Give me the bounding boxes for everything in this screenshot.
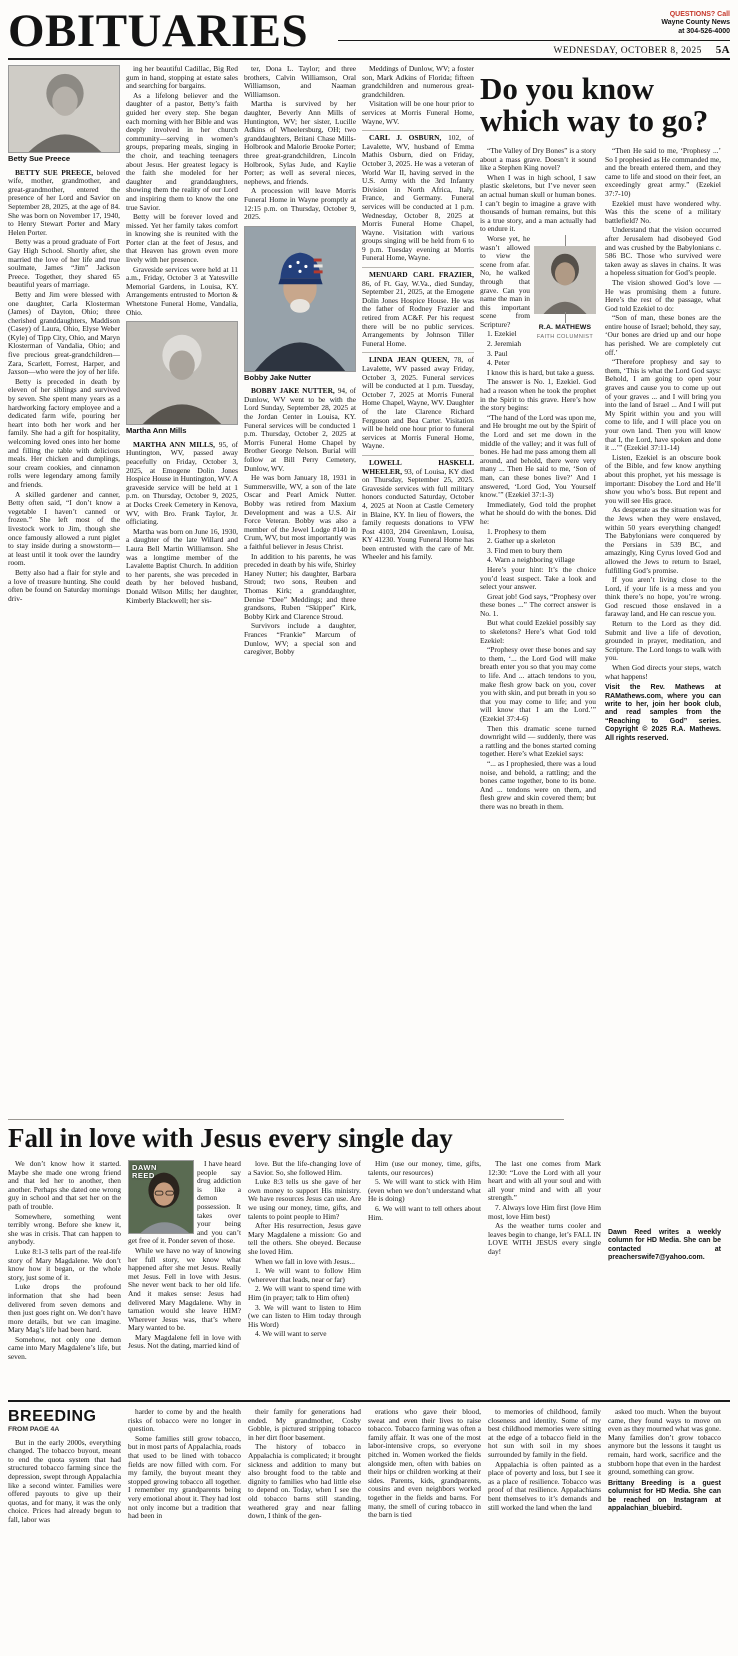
faith-column-left bbox=[480, 147, 596, 813]
breeding-section bbox=[8, 1400, 730, 1616]
paragraph: Betty also had a flair for style and a love of treasure hunting. She could often be found on Saturday mornings driv- bbox=[8, 567, 120, 603]
paragraph: Brittany Breeding is a guest columnist for HD Media. She can be reached on Instagram at appalachian_bluebird. bbox=[608, 1479, 721, 1512]
paragraph: “Prophesy over these bones and say to them, ‘... the Lord God will make breath enter you so that you may come to life. And ... attach tendons to you, make flesh grow back on you, cover you with skin, and put breath in you so that you may come to life; and you will know that I am the Lord.’” (Ezekiel 37:4-6) bbox=[480, 645, 596, 723]
page-title: OBITUARIES bbox=[8, 5, 309, 57]
portrait-photo bbox=[8, 65, 120, 153]
contact-info bbox=[338, 11, 730, 41]
obit-column-2 bbox=[126, 65, 238, 1107]
paragraph: Betty is preceded in death by eleven of her siblings and survived by seven. She spent many years as a hardworking factory employee and a dedicated farm wife, pouring her heart into both her work and her family. She had a gift for hospitality, welcoming loved ones into her home and filling the table with delicious meals. Her chicken and dumplings, sour cream cookies, and cinnamon rolls were legendary among family and friends. bbox=[8, 376, 120, 489]
breeding-text bbox=[8, 1439, 121, 1525]
obit-text bbox=[244, 65, 356, 222]
paragraph: MARTHA ANN MILLS, 95, of Huntington, WV, passed away peacefully on Friday, October 3, 2025, at Emogene Dolin Jones Hospice House in Huntington, WV. A graveside service will be held at 1 p.m. on Thursday, October 9, 2025, at Docks Creek Cemetery in Kenova, WV, with Bro. Frank Taylor, Jr. officiating. bbox=[126, 439, 238, 527]
paragraph: their family for generations had ended. My grandmother, Cosby Gobble, is pictured stripping tobacco in her dirt floor basement. bbox=[248, 1408, 361, 1442]
obit-text bbox=[362, 65, 474, 126]
masthead-right bbox=[338, 11, 730, 57]
photo-name-label bbox=[132, 1164, 157, 1180]
photo-bobby-jake-nutter bbox=[244, 226, 356, 383]
breeding-column-4 bbox=[368, 1408, 481, 1616]
photo-martha-ann-mills bbox=[126, 321, 238, 436]
breeding-continued-from: FROM PAGE 4A bbox=[8, 1426, 60, 1433]
paragraph: Somewhere, something went terribly wrong. Before she knew it, she was in crisis. That can happen to anybody. bbox=[8, 1211, 121, 1247]
obit-menuard-frazier bbox=[362, 267, 474, 348]
columnist-portrait-silhouette bbox=[534, 246, 596, 314]
paragraph: 1. We will want to follow Him (wherever that leads, near or far) bbox=[248, 1266, 361, 1284]
jesus-column-5 bbox=[488, 1160, 601, 1394]
paragraph: 3. Paul bbox=[487, 348, 508, 358]
breeding-heading: BREEDING bbox=[8, 1408, 97, 1425]
paragraph: “Therefore prophesy and say to them, ‘This is what the Lord God says: Behold, I am going to open your graves and cause you to come up out of your graves ... and I will bring you into the land of Israel ... And I will put My Spirit within you and you will come to life, and I will place you on your own land. Then you will know that I, the Lord, have spoken and done it ...’” (Ezekiel 37:11-14) bbox=[605, 357, 721, 453]
paragraph: A skilled gardener and canner, Betty often said, “I don’t know a vegetable I haven’t canned or frozen.” She left most of the livestock work to Jim, though she once famously allowed a runt piglet to stay inside during a snowstorm—at least until it took over the laundry room. bbox=[8, 489, 120, 568]
jesus-feature-section bbox=[8, 1119, 730, 1394]
date-text: WEDNESDAY, OCTOBER 8, 2025 bbox=[553, 46, 702, 56]
paragraph: As a lifelong believer and the daughter of a pastor, Betty’s faith guided her every step. She began each morning with her Bible and was deeply involved in her church community—serving in women’s groups, preparing meals, singing in the choir, and teaching teenagers about Jesus. Her greatest legacy is the faith she modeled for her daughter and granddaughters, showing them the reality of our Lord and inspiring them to know the one true Savior. bbox=[126, 90, 238, 212]
paragraph: Betty was a proud graduate of Fort Gay High School. Shortly after, she married the love of her life and true soulmate, James “Jim” Jackson Preece. Together, they shared 65 beautiful years of marriage. bbox=[8, 237, 120, 290]
paragraph: The vision showed God’s love — He was promising them a future. Here’s the rest of the passage, what God told Ezekiel to do: bbox=[605, 277, 721, 313]
paragraph: Visitation will be one hour prior to services at Morris Funeral Home, Wayne, WV. bbox=[362, 99, 474, 126]
paragraph: Listen, Ezekiel is an obscure book of the Bible, and few know anything about this prophet, yet his message is important: Disobey the Lord and He’ll show you who’s boss. But repent and you will see His grace. bbox=[605, 452, 721, 505]
photo-label-last: REED bbox=[132, 1171, 155, 1180]
columnist-photo bbox=[534, 235, 596, 323]
faith-column-right bbox=[605, 147, 721, 813]
columnist-role: FAITH COLUMNIST bbox=[536, 333, 594, 340]
photo-caption: Bobby Jake Nutter bbox=[244, 372, 312, 382]
paragraph: After His resurrection, Jesus gave Mary Magdalene a mission: Go and tell the others. She obeyed. Because she loved Him. bbox=[248, 1221, 361, 1256]
paragraph: The answer is No. 1, Ezekiel. God had a reason when he took the prophet in the Spirit to this grave. Here’s how the story begins: bbox=[480, 377, 596, 413]
paragraph: to memories of childhood, family closeness and identity. Some of my best childhood memories were sitting at the edge of a tobacco field in the hot sun with soil in my shoes surrounded by family in the field. bbox=[488, 1408, 601, 1459]
paragraph: Him (use our money, time, gifts, talents, our resources) bbox=[368, 1160, 481, 1177]
paragraph: When we fall in love with Jesus... bbox=[255, 1256, 355, 1266]
paragraph: 2. Gather up a skeleton bbox=[487, 536, 556, 546]
paragraph: But in the early 2000s, everything changed. The tobacco buyout, meant to end the quota system that had structured tobacco farming since the depression, swept through Appalachia like a second winter. Families were offered payouts to give up their quotas, and for many, it was the only choice. Prices had already begun to fall, labor was bbox=[8, 1437, 121, 1524]
paragraph: The last one comes from Mark 12:30: “Love the Lord with all your heart and with all your soul and with all your mind and with all your strength.” bbox=[488, 1160, 601, 1203]
paragraph: Here’s your hint: It’s the choice you’d least suspect. Take a look and select your answer. bbox=[480, 564, 596, 592]
jesus-column-4 bbox=[368, 1160, 481, 1394]
paragraph: 4. Peter bbox=[487, 358, 510, 368]
paragraph: 1. Prophesy to them bbox=[487, 526, 547, 536]
paragraph: “Then He said to me, ‘Prophesy ...’ So I prophesied as He commanded me, and the breath entered them, and they came to life and stood on their feet, an exceedingly great army.” (Ezekiel 37:7-10) bbox=[605, 146, 721, 198]
paragraph: Immediately, God told the prophet what he should do with the bones. Did he: bbox=[480, 499, 596, 526]
paragraph: Appalachia is often painted as a place of poverty and loss, but I see it as a place of resilience. Tobacco was proof of that resilience. Appalachians bent themselves to it’s demands and still worked the land when the land bbox=[488, 1459, 601, 1512]
faith-text bbox=[480, 147, 596, 234]
paragraph: Betty and Jim were blessed with one daughter, Carla Klosterman (James) of Dayton, Ohio; three cherished granddaughters, Maddison (Casey) of Laura, Ohio, Elyse Weber (Kyle) of Tipp City, Ohio, and Maryn Klosterman of Vandalia, Ohio; and five precious great-grandchildren—Zara, Scarlett, Forrest, Harper, and Jaxson—who were the joy of her life. bbox=[8, 289, 120, 377]
paragraph: Ezekiel must have wondered why. Was this the scene of a military battlefield? No. bbox=[605, 198, 721, 225]
faith-column-section bbox=[480, 65, 722, 813]
dateline bbox=[338, 40, 730, 56]
breeding-column-3 bbox=[248, 1408, 361, 1616]
obit-text bbox=[126, 65, 238, 317]
paragraph: Luke drops the profound information that she had been delivered from seven demons and then just goes right on. We don’t have more details, but we can imagine. Mary Mag’s life had been hard. bbox=[8, 1282, 121, 1335]
paragraph: 6. We will want to tell others about Him. bbox=[368, 1203, 481, 1222]
paragraph: 2. We will want to spend time with Him (in prayer; talk to Him often) bbox=[248, 1284, 361, 1302]
masthead bbox=[8, 6, 730, 60]
obit-column-3 bbox=[244, 65, 356, 1107]
paragraph: I know this is hard, but take a guess. bbox=[487, 367, 595, 377]
paragraph: 2. Jeremiah bbox=[487, 339, 522, 349]
paragraph: But what could Ezekiel possibly say to skeletons? Here’s what God told Ezekiel: bbox=[480, 618, 596, 645]
contact-questions-label: QUESTIONS? Call bbox=[669, 10, 730, 18]
paragraph: The history of tobacco in Appalachia is complicated; it brought sickness and addition to many but also brought food to the table and dignity to families who had little else to depend on. Today, when I see the old tobacco barns still standing, weathered gray and near falling down, I think of the gen- bbox=[248, 1442, 361, 1521]
breeding-column-6 bbox=[608, 1408, 721, 1616]
paragraph: Return to the Lord as they did. Submit and live a life of devotion, grounded in prayer, meditation, and Scripture. The Lord longs to walk with you. bbox=[605, 619, 721, 663]
paragraph: Somehow, not only one demon came into Mary Magdalene’s life, but seven. bbox=[8, 1334, 121, 1362]
obit-carl-osburn bbox=[362, 130, 474, 263]
paragraph: 3. Find men to bury them bbox=[487, 545, 563, 555]
paragraph: LOWELL HASKELL WHEELER, 93, of Louisa, KY died on Thursday, September 25, 2025. Graveside services with full military honors conducted Saturday, October 4, 2025 at Noon at Castle Cemetery in Blaine, KY. In lieu of flowers, the family requests donations to VFW Post 4103, 204 Greenlawn, Louisa, KY 41230. Young Funeral Home has been entrusted with the care of Mr. Wheeler and his family. bbox=[362, 457, 474, 562]
photo-dawn-reed bbox=[128, 1160, 194, 1234]
faith-headline: Do you know which way to go? bbox=[480, 71, 709, 138]
section-divider bbox=[8, 1119, 564, 1120]
contact-phone: at 304-526-4000 bbox=[678, 27, 730, 35]
paragraph: 4. We will want to serve bbox=[255, 1329, 327, 1339]
faith-text bbox=[605, 147, 721, 743]
breeding-columns bbox=[8, 1408, 730, 1616]
portrait-photo bbox=[244, 226, 356, 372]
paragraph: “The Valley of Dry Bones” is a story about a mass grave. Doesn’t it sound like a Stephen King novel? bbox=[480, 146, 596, 173]
photo-betty-sue-preece bbox=[8, 65, 120, 164]
paragraph: Meddings of Dunlow, WV; a foster son, Mark Adkins of Florida; fifteen grandchildren and numerous great-grandchildren. bbox=[362, 65, 474, 99]
paragraph: A procession will leave Morris Funeral Home in Wayne promptly at 12:15 p.m. on Thursday, October 9, 2025. bbox=[244, 186, 356, 222]
breeding-column-2 bbox=[128, 1408, 241, 1616]
paragraph: Martha was born on June 16, 1930, a daughter of the late Willard and Laura Bell Martin Williamson. She was a longtime member of the Lavalette Baptist Church. In addition to her parents, she was preceded in death by her beloved husband, Donald Wilson Mills; her daughter, Kimberly Blackwell; her sis- bbox=[126, 526, 238, 605]
breeding-column-1 bbox=[8, 1408, 121, 1616]
breeding-column-5 bbox=[488, 1408, 601, 1616]
paragraph: 4. Warn a neighboring village bbox=[487, 555, 575, 565]
paragraph: BOBBY JAKE NUTTER, 94, of Dunlow, WV went to be with the Lord Sunday, September 28, 2025 at the Jordan Center in Louisa, KY. Funeral services will be conducted 1 p.m. Thursday, October 2, 2025 at Morris Funeral Home Chapel by Brother George Nelson. Burial will follow at Bill Perry Cemetery, Dunlow, WV. bbox=[244, 386, 356, 473]
paragraph: 5. We will want to stick with Him (even when we don’t understand what He is doing) bbox=[368, 1177, 481, 1204]
paragraph: harder to come by and the health risks of tobacco were no longer in question. bbox=[128, 1408, 241, 1434]
paragraph: We don’t know how it started. Maybe she made one wrong friend and that led her to another, then another. Perhaps she dated one wrong guy in school and that set her on the path of trouble. bbox=[8, 1160, 121, 1211]
main-content bbox=[8, 65, 730, 1111]
paragraph: erations who gave their blood, sweat and even their lives to raise tobacco. Tobacco farming was often a family affair. It was one of the most labor-intensive crops, so everyone pitched in. Women worked the fields alongside men, often with babies on their hips or children working at their sides. Parents, kids, grandparents, cousins and even neighbors worked together in the fields and barns. For many, the smell of curing tobacco in the barn is tied bbox=[368, 1408, 481, 1520]
paragraph: Luke 8:3 tells us she gave of her own money to support His ministry. We have resources Jesus can use. Are we using our money, time, gifts, and talents to point people to Him? bbox=[248, 1177, 361, 1221]
obit-text bbox=[126, 441, 238, 605]
paragraph: He was born January 18, 1931 in Summersville, WV, a son of the late Oscar and Pearl Amick Nutter. Bobby was retired from Maxium Development and was a U.S. Air Force Veteran. Bobby was also a member of the Jewel Lodge #140 in Crum, WV, but most importantly was a faithful believer in Jesus Christ. bbox=[244, 473, 356, 551]
paragraph: Worse yet, he wasn’t allowed to view the scene from afar. No, he walked through that grave. Can you name the man in this important scene from Scripture? bbox=[480, 233, 530, 329]
portrait-silhouette bbox=[9, 66, 119, 152]
photo-label-first: DAWN bbox=[132, 1163, 157, 1172]
paragraph: As desperate as the situation was for the Jews when they were enslaved, within 50 years everything changed! The Babylonians were conquered by the Persians in 539 BC, and amazingly, King Cyrus loved God and allowed the Jews to return to Israel, fulfilling God’s promise. bbox=[605, 505, 721, 575]
columnist-box bbox=[534, 237, 596, 342]
paragraph: As the weather turns cooler and leaves begin to change, let’s FALL IN LOVE WITH JESUS every single day! bbox=[488, 1221, 601, 1256]
columnist-name: R.A. MATHEWS bbox=[538, 324, 592, 332]
paragraph: 1. Ezekiel bbox=[487, 329, 517, 339]
paragraph: I have heard people say drug addiction is like a demon possession. It takes over your being and you can’t get free of it. Ponder seven of those. bbox=[128, 1160, 241, 1246]
obit-text bbox=[8, 169, 120, 604]
obit-column-1 bbox=[8, 65, 120, 1107]
paragraph: BETTY SUE PREECE, beloved wife, mother, grandmother, and great-grandmother, entered the presence of her Lord and Savior on September 28, 2025, at the age of 84. She was born on November 17, 1940, to Henry Stewart Porter and Mary Helen Porter. bbox=[8, 167, 120, 237]
paragraph: Understand that the vision occurred after Jerusalem had disobeyed God and was crushed by the Babylonians c. 586 BC. Those who survived were taken away as slaves in chains. It was a hopeless situation for God’s people. bbox=[605, 225, 721, 278]
paragraph: “The hand of the Lord was upon me, and He brought me out by the Spirit of the Lord and set me down in the middle of the valley; and it was full of bones. He had me pass among them all around, and behold, there were very many ... Then He said to me, ‘Son of man, can these bones live?’ And I answered, ‘Lord God, You Yourself know.’” (Ezekiel 37:1-3) bbox=[480, 412, 596, 500]
paragraph: Some families still grow tobacco, but in most parts of Appalachia, roads that used to be lined with tobacco fields are now filled with corn. For my family, the buyout meant they stopped growing tobacco all together. I remember my grandparents being very emotional about it. They had lost not only income but a tradition that had been in bbox=[128, 1433, 241, 1521]
paragraph: MENUARD CARL FRAZIER, 86, of Ft. Gay, W.Va., died Sunday, September 21, 2025, at the Emogene Dolin Jones Hospice House. He was the father of Rodney Frazier and retired from AC&F. Per his request there will be no public services. Arrangements by Johnson Tiller Funeral Home. bbox=[362, 270, 474, 348]
jesus-columns bbox=[8, 1160, 730, 1394]
jesus-headline: Fall in love with Jesus every single day bbox=[8, 1123, 453, 1153]
paragraph: Great job! God says, “Prophesy over these bones ...” The correct answer is No. 1. bbox=[480, 591, 596, 618]
obit-text bbox=[244, 387, 356, 656]
portrait-photo bbox=[126, 321, 238, 425]
page-number: 5A bbox=[715, 44, 730, 56]
obit-linda-queen bbox=[362, 352, 474, 451]
paragraph: Dawn Reed writes a weekly column for HD Media. She can be contacted at preacherswife7@yahoo.com. bbox=[608, 1229, 721, 1262]
paragraph: Martha is survived by her daughter, Beverly Ann Mills of Huntington, WV; her sister, Lucille Adkins of Wheelersburg, OH; two granddaughters, Britani Chase Mills-Holbrook and Malorie Brooke Porter; three great-grandchildren, Lincoln Holbrook, Sylas Jude, and Kaylie Porter; as well as several nieces, nephews, and friends. bbox=[244, 99, 356, 186]
faith-columns bbox=[480, 147, 722, 813]
photo-caption: Martha Ann Mills bbox=[126, 426, 187, 436]
paragraph: Betty will be forever loved and missed. Yet her family takes comfort in knowing she is reunited with the Porter clan at the feet of Jesus, and that Heaven has grown even more lively with her presence. bbox=[126, 212, 238, 265]
paragraph: In addition to his parents, he was preceded in death by his wife, Shirley Haney Nutter; his daughter, Barbara Stroud; two sons, Reuben and Thomas Kirk; a granddaughter, Denise “Dee” Meddings; and three grandsons, Ruben “Skipper” Kirk, Bobby Kirk and Clarence Stroud. bbox=[244, 551, 356, 621]
paragraph: Graveside services were held at 11 a.m., Friday, October 3 at Yatesville Memorial Gardens, in Louisa, KY. Arrangements entrusted to Morton & Whetstone Funeral Home, Vandalia, Ohio. bbox=[126, 264, 238, 317]
paragraph: When God directs your steps, watch what happens! bbox=[605, 663, 721, 681]
paragraph: Survivors include a daughter, Frances “Frankie” Marcum of Dunlow, WV; a special son and caregiver, Bobby bbox=[244, 621, 356, 657]
photo-caption: Betty Sue Preece bbox=[8, 154, 71, 163]
paragraph: 7. Always love Him first (love Him most, love Him best) bbox=[488, 1202, 601, 1221]
paragraph: ter, Dona L. Taylor; and three brothers, Calvin Williamson, Oral Williamson, and Naaman Williamson. bbox=[244, 65, 356, 99]
paragraph: “Son of man, these bones are the entire house of Israel; behold, they say, ‘Our bones are dried up and our hope has perished. We are completely cut off.’ bbox=[605, 313, 721, 357]
jesus-column-3 bbox=[248, 1160, 361, 1394]
paragraph: ing her beautiful Cadillac, Big Red gum in hand, stopping at estate sales and searching for bargains. bbox=[126, 65, 238, 91]
paragraph: When I was in high school, I saw plastic skeletons, but I’ve never seen an actual human skull or human bones. I can’t begin to imagine a grave with thousands of human remains, but this is a true story, and a man actually had to endure it. bbox=[480, 172, 596, 234]
paragraph: asked too much. When the buyout came, they found ways to move on even as they mourned what was gone. Many families don’t grow tobacco anymore but the lessons it taught us remain, hard work, sacrifice and the stubborn hope that even in the hardest ground, something can grow. bbox=[608, 1408, 721, 1477]
contact-paper-name: Wayne County News bbox=[661, 19, 730, 26]
jesus-column-2 bbox=[128, 1160, 241, 1394]
portrait-silhouette bbox=[127, 322, 237, 424]
paragraph: If you aren’t living close to the Lord, if your life is a mess and you think there’s no hope, you’re wrong. God rescued those enslaved in a faraway land, and He can rescue you. bbox=[605, 575, 721, 619]
paragraph: Visit the Rev. Mathews at RAMathews.com, where you can write to her, join her book club, and read samples from the “Reaching to God” series. Copyright © 2025 R.A. Mathews. All rights reserved. bbox=[605, 684, 721, 742]
paragraph: Mary Magdalene fell in love with Jesus. Not the dating, married kind of bbox=[128, 1332, 241, 1351]
paragraph: Then this dramatic scene turned downright wild — suddenly, there was a rattling and the bones started coming together. Here’s what Ezekiel says: bbox=[480, 723, 596, 759]
paragraph: Luke 8:1-3 tells part of the real-life story of Mary Magdalene. We don’t know how it began, or the whole story, just some of it. bbox=[8, 1246, 121, 1282]
paragraph: love. But the life-changing love of a Savior. So, she followed Him. bbox=[248, 1160, 361, 1177]
paragraph: LINDA JEAN QUEEN, 78, of Lavalette, WV passed away Friday, October 3, 2025. Funeral services will be conducted at 1 p.m. Tuesday, October 7, 2025 at Morris Funeral Home Chapel, Wayne, WV. Daughter of the late Clarence Richard Ferguson and Bea Carter. Visitation will be held one hour prior to funeral services at Morris Funeral Home, Wayne. bbox=[362, 355, 474, 451]
obit-column-4 bbox=[362, 65, 474, 1107]
portrait-silhouette bbox=[245, 227, 355, 371]
obit-lowell-wheeler bbox=[362, 455, 474, 562]
paragraph: “... as I prophesied, there was a loud noise, and behold, a rattling; and the bones came together, bone to its bone. And ... tendons were on them, and flesh grew and skin covered them; but there was no breath in them. bbox=[480, 758, 596, 811]
paragraph: While we have no way of knowing her full story, we know what happened after she met Jesus. Really met Jesus. Fell in love with Jesus. She never went back to her old life. And it makes sense: Jesus had delivered Mary Magdalene. Why in tarnation would she leave HIM? Wherever Jesus was, that’s where Mary wanted to be. bbox=[128, 1245, 241, 1333]
paragraph: 3. We will want to listen to Him (we can listen to Him today through His Word) bbox=[248, 1302, 361, 1329]
jesus-column-6 bbox=[608, 1226, 721, 1394]
breeding-heading-block bbox=[8, 1408, 121, 1435]
paragraph: CARL J. OSBURN, 102, of Lavalette, WV, husband of Emma Mathis Osburn, died on Friday, October 3, 2025. He was a veteran of World War II, having served in the U.S. Army with the 3rd Infantry Division in North Africa, Italy, France, and Germany. Funeral services will be conducted at 1 p.m. Wednesday, October 8, 2025 at Morris Funeral Home Chapel, Wayne. Visitation with various groups singing will be held from 6 to 9 p.m. Tuesday evening at Morris Funeral Home, Wayne. bbox=[362, 133, 474, 263]
jesus-column-1 bbox=[8, 1160, 121, 1394]
